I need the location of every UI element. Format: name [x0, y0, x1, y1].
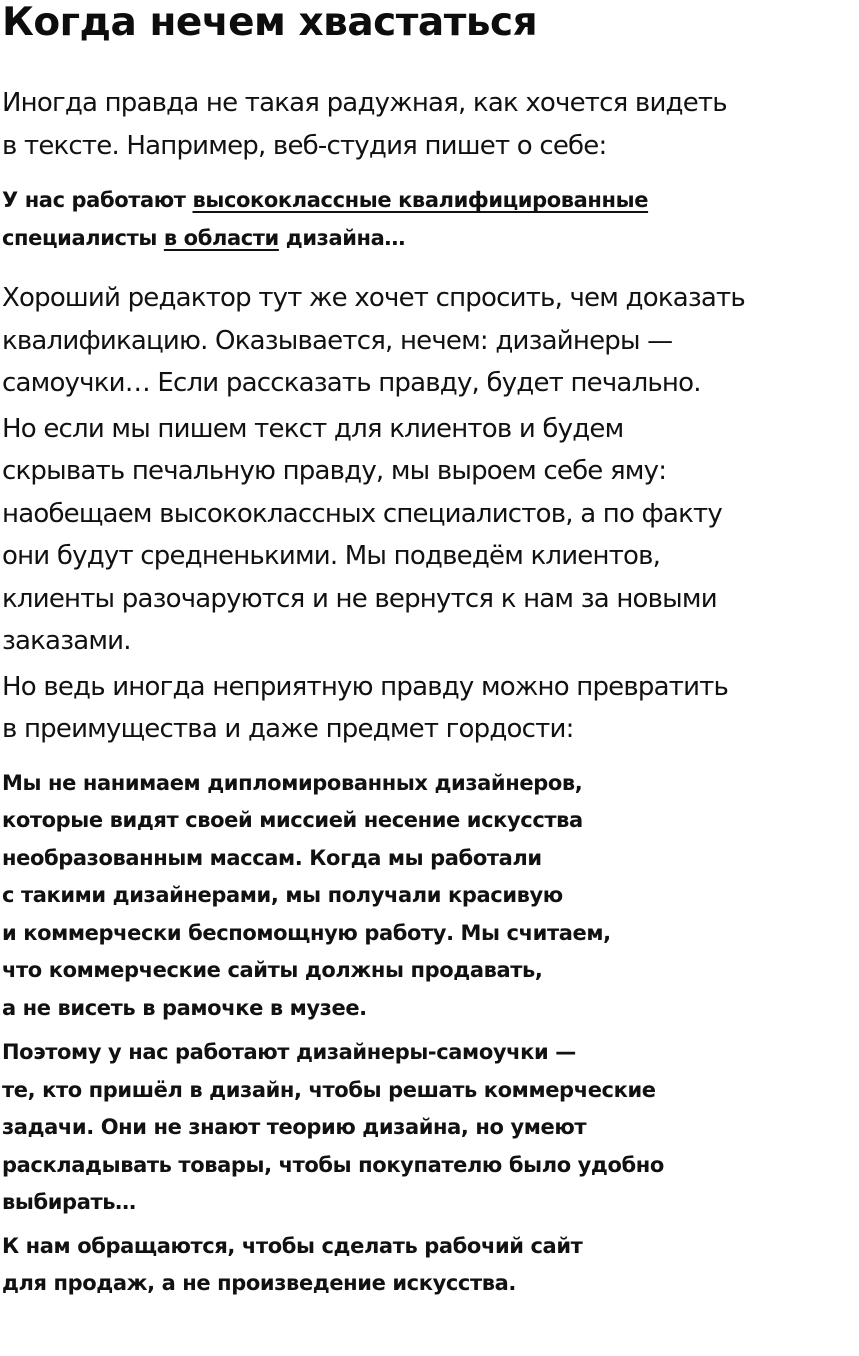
quote-line: [2, 220, 859, 258]
quote-line: Мы не нанимаем дипломированных дизайнеров,: [2, 770, 583, 795]
quote-line: [2, 182, 859, 220]
paragraph-line: квалификацию. Оказывается, нечем: дизайнеры —: [2, 325, 673, 356]
quote-line: с такими дизайнерами, мы получали красивую: [2, 883, 563, 907]
paragraph-line: Но если мы пишем текст для клиентов и будем: [2, 413, 624, 444]
paragraph-consequences: [2, 408, 859, 663]
quote-line: Поэтому у нас работают дизайнеры-самоучки —: [2, 1040, 576, 1064]
underlined-phrase: в области: [163, 225, 279, 250]
paragraph-line: клиенты разочаруются и не вернутся к нам за новыми: [2, 583, 717, 614]
quote-text: дизайна…: [278, 225, 406, 250]
paragraph-line: они будут средненькими. Мы подведём клиентов,: [2, 541, 661, 571]
paragraph-line: Но ведь иногда неприятную правду можно превратить: [2, 671, 729, 702]
quote-line: и коммерчески беспомощную работу. Мы считаем,: [2, 920, 611, 945]
article-title: Когда нечем хвастаться: [2, 0, 538, 45]
quote-line: для продаж, а не произведение искусства.: [2, 1271, 516, 1295]
quote-line: выбирать…: [2, 1190, 136, 1214]
paragraph-line: скрывать печальную правду, мы выроем себе яму:: [2, 456, 667, 486]
quote-line: а не висеть в рамочке в музее.: [2, 995, 367, 1020]
quote-line: К нам обращаются, чтобы сделать рабочий сайт: [2, 1233, 583, 1258]
paragraph-turnaround: [2, 666, 859, 751]
quote-example-good-2: [2, 1034, 859, 1222]
quote-line: что коммерческие сайты должны продавать,: [2, 958, 543, 982]
paragraph-line: заказами.: [2, 626, 131, 656]
paragraph-line: Иногда правда не такая радужная, как хочется видеть: [2, 88, 727, 118]
paragraph-line: Хороший редактор тут же хочет спросить, чем доказать: [2, 283, 745, 313]
underlined-phrase: высококлассные квалифицированные: [192, 188, 649, 212]
paragraph-line: в преимущества и даже предмет гордости:: [2, 714, 574, 744]
quote-text: У нас работают: [2, 188, 193, 212]
paragraph-line: наобещаем высококлассных специалистов, а по факту: [2, 498, 722, 529]
quote-line: раскладывать товары, чтобы покупателю было удобно: [2, 1152, 664, 1177]
paragraph-line: в тексте. Например, веб-студия пишет о себе:: [2, 130, 607, 161]
quote-line: задачи. Они не знают теорию дизайна, но умеют: [2, 1115, 587, 1139]
quote-line: необразованным массам. Когда мы работали: [2, 845, 542, 870]
paragraph-intro: [2, 82, 859, 167]
quote-example-bad: [2, 182, 859, 257]
quote-line: которые видят своей миссией несение искусства: [2, 808, 583, 832]
paragraph-editor: [2, 277, 859, 405]
quote-example-good-3: [2, 1228, 859, 1303]
quote-text: специалисты: [2, 225, 164, 250]
quote-example-good-1: [2, 765, 859, 1028]
quote-line: те, кто пришёл в дизайн, чтобы решать коммерческие: [2, 1077, 656, 1102]
paragraph-line: самоучки… Если рассказать правду, будет печально.: [2, 368, 701, 398]
